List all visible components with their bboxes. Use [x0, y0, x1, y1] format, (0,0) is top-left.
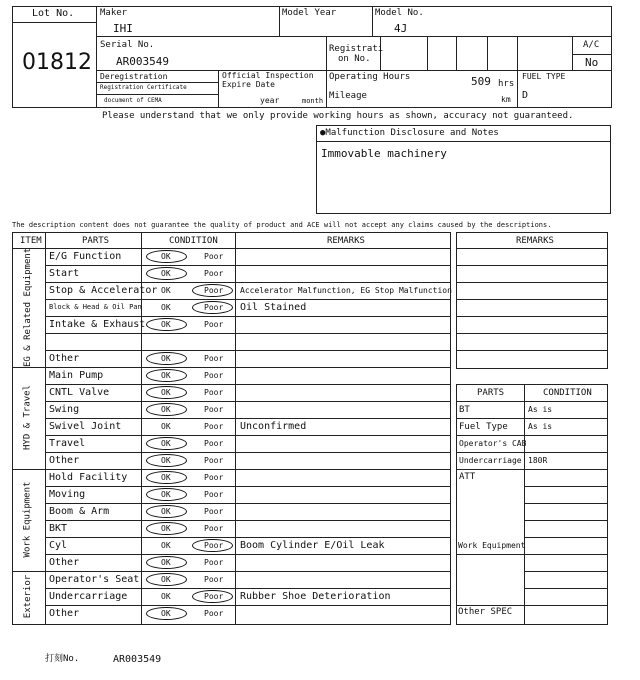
part-label: Cyl	[49, 540, 68, 551]
lot-number: 01812	[22, 50, 92, 75]
ac-value: No	[585, 56, 599, 69]
remark-text: Rubber Shoe Deterioration	[240, 591, 391, 602]
spec-row-line	[524, 486, 608, 487]
right-remarks-header: REMARKS	[516, 236, 554, 246]
ok-circle	[146, 403, 187, 416]
spec-row-line	[524, 503, 608, 504]
part-label: Operator's Seat	[49, 574, 140, 585]
part-label: Other	[49, 608, 80, 619]
poor-label: Poor	[204, 388, 224, 397]
cema-label: document of CEMA	[104, 97, 162, 104]
ok-label: OK	[161, 473, 171, 482]
part-label: Other	[49, 557, 80, 568]
part-label: CNTL Valve	[49, 387, 110, 398]
part-label: Hold Facility	[49, 472, 128, 483]
part-label: Intake & Exhaust	[49, 319, 146, 330]
remarks-row-line	[456, 333, 608, 334]
ok-circle	[146, 352, 187, 365]
year-label: year	[260, 96, 280, 105]
row-divider	[45, 418, 451, 419]
poor-label: Poor	[204, 422, 224, 431]
remarks-row-line	[456, 282, 608, 283]
spec-part-cab: Operator's CAB	[459, 439, 527, 448]
ok-label: OK	[161, 422, 171, 431]
row-divider	[45, 265, 451, 266]
ok-label: OK	[161, 541, 171, 550]
poor-label: Poor	[204, 405, 224, 414]
remark-text: Boom Cylinder E/Oil Leak	[240, 540, 385, 551]
deregistration-label: Deregistration	[100, 72, 168, 81]
row-divider	[45, 299, 451, 300]
malfunction-text: Immovable machinery	[321, 147, 447, 160]
spec-row-line	[456, 469, 608, 470]
poor-label: Poor	[204, 592, 224, 601]
spec-row-line	[456, 418, 608, 419]
ok-label: OK	[161, 286, 171, 295]
spec-row-line	[524, 571, 608, 572]
part-label: E/G Function	[49, 251, 122, 262]
ok-label: OK	[161, 507, 171, 516]
row-divider	[45, 316, 451, 317]
model-no-value: 4J	[394, 22, 408, 35]
poor-label: Poor	[204, 456, 224, 465]
fuel-type-label: FUEL TYPE	[522, 72, 566, 81]
stamp-value: AR003549	[113, 654, 162, 665]
part-label: Swing	[49, 404, 80, 415]
spec-att: ATT	[459, 472, 476, 482]
row-divider	[45, 503, 451, 504]
group-divider	[12, 367, 451, 368]
row-divider	[45, 486, 451, 487]
part-label: Swivel Joint	[49, 421, 122, 432]
ok-label: OK	[161, 592, 171, 601]
part-label: Moving	[49, 489, 86, 500]
remark-text: Unconfirmed	[240, 421, 307, 432]
registration-label-2: on No.	[338, 54, 371, 64]
poor-label: Poor	[204, 609, 224, 618]
part-label: Main Pump	[49, 370, 104, 381]
ok-circle	[146, 437, 187, 450]
month-label: month	[302, 97, 324, 105]
part-label: Other	[49, 353, 80, 364]
ok-circle	[146, 454, 187, 467]
ok-circle	[146, 369, 187, 382]
ok-label: OK	[161, 490, 171, 499]
ok-circle	[146, 607, 187, 620]
spec-row-line	[524, 588, 608, 589]
row-divider	[45, 333, 451, 334]
row-divider	[45, 537, 451, 538]
ok-circle	[146, 488, 187, 501]
spec-cond-bt: As is	[528, 405, 553, 414]
remarks-row-line	[456, 265, 608, 266]
malfunction-box	[316, 125, 611, 214]
serial-value: AR003549	[116, 55, 169, 68]
spec-part-fuel: Fuel Type	[459, 422, 508, 432]
part-label: Stop & Accelerator	[49, 285, 158, 296]
spec-parts-header: PARTS	[477, 388, 505, 398]
poor-label: Poor	[204, 490, 224, 499]
row-divider	[45, 452, 451, 453]
ok-circle	[146, 573, 187, 586]
row-divider	[45, 554, 451, 555]
ok-label: OK	[161, 320, 171, 329]
part-label: Boom & Arm	[49, 506, 110, 517]
part-label: Block & Head & Oil Pan	[49, 303, 142, 311]
remarks-row-line	[456, 248, 608, 249]
maker-label: Maker	[100, 8, 128, 18]
remarks-row-line	[456, 299, 608, 300]
poor-label: Poor	[204, 541, 224, 550]
poor-label: Poor	[204, 252, 224, 261]
row-divider	[45, 605, 451, 606]
poor-label: Poor	[204, 524, 224, 533]
spec-row-line	[456, 401, 608, 402]
lot-label: Lot No.	[32, 8, 75, 19]
ok-label: OK	[161, 405, 171, 414]
spec-row-line	[456, 605, 608, 606]
disclaimer: The description content does not guarantee the quality of product and ACE will not accept any claims caused by the descriptions.	[12, 221, 552, 229]
serial-label: Serial No.	[100, 40, 155, 50]
ok-label: OK	[161, 524, 171, 533]
poor-label: Poor	[204, 286, 224, 295]
model-year-label: Model Year	[282, 8, 337, 18]
poor-label: Poor	[204, 439, 224, 448]
spec-part-bt: BT	[459, 405, 470, 415]
poor-label: Poor	[204, 371, 224, 380]
ok-circle	[146, 505, 187, 518]
remarks-row-line	[456, 350, 608, 351]
ok-label: OK	[161, 439, 171, 448]
ok-label: OK	[161, 575, 171, 584]
group-label: HYD & Travel	[22, 384, 33, 451]
col-parts: PARTS	[82, 236, 110, 246]
group-label: Exterior	[22, 574, 33, 618]
spec-row-line	[524, 537, 608, 538]
ok-circle	[146, 267, 187, 280]
ok-circle	[146, 318, 187, 331]
ok-circle	[146, 471, 187, 484]
ok-label: OK	[161, 371, 171, 380]
ac-label: A/C	[583, 40, 600, 50]
poor-circle	[192, 539, 233, 552]
operating-hours-label: Operating Hours	[329, 72, 411, 82]
poor-label: Poor	[204, 507, 224, 516]
hrs-label: hrs	[498, 79, 515, 89]
spec-other: Other SPEC	[458, 607, 513, 617]
ok-circle	[146, 250, 187, 263]
model-no-label: Model No.	[375, 8, 424, 18]
part-label: Start	[49, 268, 80, 279]
fuel-type-value: D	[522, 90, 529, 101]
maker-value: IHI	[113, 22, 133, 35]
row-divider	[45, 401, 451, 402]
poor-circle	[192, 301, 233, 314]
poor-circle	[192, 284, 233, 297]
part-label: Travel	[49, 438, 86, 449]
poor-label: Poor	[204, 473, 224, 482]
spec-work-equipment: Work Equipment	[458, 541, 526, 550]
operating-hours-value: 509	[471, 75, 491, 88]
km-label: km	[501, 95, 511, 104]
poor-label: Poor	[204, 269, 224, 278]
remarks-row-line	[456, 316, 608, 317]
group-label: EG & Related Equipment	[22, 247, 33, 367]
poor-label: Poor	[204, 354, 224, 363]
malfunction-title: ●Malfunction Disclosure and Notes	[320, 128, 499, 138]
col-remarks: REMARKS	[327, 236, 365, 246]
remark-text: Accelerator Malfunction, EG Stop Malfunction	[240, 286, 452, 295]
spec-part-undercarriage: Undercarriage	[459, 456, 522, 465]
row-divider	[45, 588, 451, 589]
group-divider	[12, 469, 451, 470]
poor-label: Poor	[204, 320, 224, 329]
remarks-table	[456, 232, 608, 369]
ok-label: OK	[161, 609, 171, 618]
poor-label: Poor	[204, 575, 224, 584]
spec-condition-header: CONDITION	[543, 388, 592, 398]
spec-cond-fuel: As is	[528, 422, 553, 431]
spec-row-line	[456, 554, 608, 555]
ok-label: OK	[161, 252, 171, 261]
poor-circle	[192, 590, 233, 603]
row-divider	[45, 350, 451, 351]
mileage-label: Mileage	[329, 91, 367, 101]
ok-label: OK	[161, 456, 171, 465]
spec-row-line	[456, 435, 608, 436]
registration-certificate-label: Registration Certificate	[100, 84, 187, 91]
ok-circle	[146, 522, 187, 535]
row-divider	[45, 435, 451, 436]
ok-label: OK	[161, 558, 171, 567]
row-divider	[45, 384, 451, 385]
ok-label: OK	[161, 354, 171, 363]
poor-label: Poor	[204, 303, 224, 312]
part-label: Other	[49, 455, 80, 466]
spec-cond-undercarriage: 180R	[528, 456, 548, 465]
registration-label: Registrati	[329, 44, 384, 54]
spec-row-line	[456, 452, 608, 453]
group-label: Work Equipment	[22, 481, 33, 558]
ok-circle	[146, 556, 187, 569]
ok-label: OK	[161, 388, 171, 397]
ok-label: OK	[161, 303, 171, 312]
remark-text: Oil Stained	[240, 302, 307, 313]
col-item: ITEM	[20, 236, 42, 246]
group-divider	[12, 571, 451, 572]
row-divider	[45, 520, 451, 521]
stamp-label: 打刻No.	[45, 654, 80, 664]
poor-label: Poor	[204, 558, 224, 567]
inspection-label-2: Expire Date	[222, 80, 275, 89]
col-condition: CONDITION	[169, 236, 218, 246]
row-divider	[45, 282, 451, 283]
ok-label: OK	[161, 269, 171, 278]
hours-notice: Please understand that we only provide working hours as shown, accuracy not guaranteed.	[102, 111, 574, 121]
inspection-label: Official Inspection	[222, 71, 314, 80]
ok-circle	[146, 386, 187, 399]
part-label: BKT	[49, 523, 68, 534]
part-label: Undercarriage	[49, 591, 128, 602]
spec-row-line	[524, 520, 608, 521]
